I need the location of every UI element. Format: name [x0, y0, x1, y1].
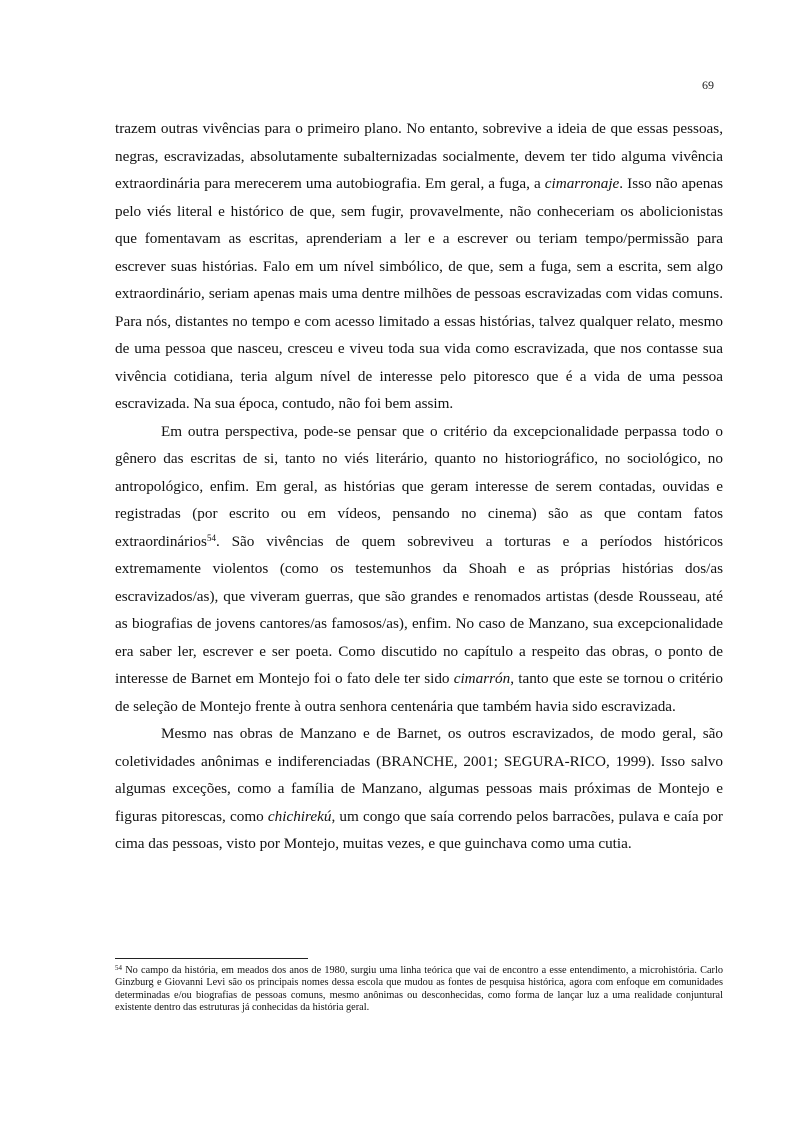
paragraph-1	[115, 115, 723, 418]
paragraph-2	[115, 418, 723, 721]
paragraph-2-text-a: Em outra perspectiva, pode-se pensar que o critério da excepcionalidade perpassa todo o gênero das escritas de si, tanto no viés literário, quanto no historiográfico, no sociológico, no antropológico, enfim. Em geral, as histórias que geram interesse de serem contadas, ouvidas e registradas (por escrito ou em vídeos, pensando no cinema) são as que contam fatos extraordinários	[115, 422, 723, 550]
footnote-text: No campo da história, em meados dos anos de 1980, surgiu uma linha teórica que vai de encontro a esse entendimento, a microhistória. Carlo Ginzburg e Giovanni Levi são os principais nomes dessa escola que mudou as fontes de pesquisa histórica, agora com enfoque em comunidades determinadas e/ou biografias de pessoas comuns, mesmo anônimas ou desconhecidas, como forma de lançar luz a uma realidade conjuntural existente dentro das estruturas já conhecidas da história geral.	[115, 965, 723, 1013]
paragraph-3	[115, 720, 723, 858]
paragraph-3-text-b: , um congo que saía correndo pelos barracões, pulava e caía por cima das pessoas, visto por Montejo, muitas vezes, e que guinchava como uma cutia.	[115, 807, 723, 852]
paragraph-1-text-b: . Isso não apenas pelo viés literal e histórico de que, sem fugir, provavelmente, não conheceriam os abolicionistas que fomentavam as escritas, aprenderiam a ler e a escrever ou teriam tempo/permissão para escrever suas histórias. Falo em um nível simbólico, de que, sem a fuga, sem a escrita, sem algo extraordinário, seriam apenas mais uma dentre milhões de pessoas escravizadas com vidas comuns. Para nós, distantes no tempo e com acesso limitado a essas histórias, talvez qualquer relato, mesmo de uma pessoa que nasceu, cresceu e viveu toda sua vida como escravizada, que nos contasse sua vivência cotidiana, teria algum nível de interesse pelo pitoresco que é a vida de uma pessoa escravizada. Na sua época, contudo, não foi bem assim.	[115, 175, 723, 412]
paragraph-2-italic-term: cimarrón	[453, 670, 511, 687]
paragraph-3-italic-term: chichirekú	[267, 807, 332, 825]
footnote-reference[interactable]: 54	[206, 532, 216, 543]
paragraph-1-text-a: trazem outras vivências para o primeiro plano. No entanto, sobrevive a ideia de que essas pessoas, negras, escravizadas, absolutamente subalternizadas socialmente, devem ter tido alguma vivência extraordinária para merecerem uma autobiografia. Em geral, a fuga, a	[115, 120, 723, 192]
body-text	[115, 115, 723, 858]
paragraph-3-text-a: Mesmo nas obras de Manzano e de Barnet, os outros escravizados, de modo geral, são coletividades anônimas e indiferenciadas (BRANCHE, 2001; SEGURA-RICO, 1999). Isso salvo algumas exceções, como a família de Manzano, algumas pessoas mais próximas de Montejo e figuras pitorescas, como	[115, 725, 723, 825]
paragraph-2-text-c: , tanto que este se tornou o critério de seleção de Montejo frente à outra senhora centenária que também havia sido escravizada.	[115, 670, 723, 715]
footnote-number: 54	[115, 964, 122, 972]
footnote	[115, 965, 723, 1014]
footnote-divider	[115, 958, 308, 959]
paragraph-1-italic-term: cimarronaje	[544, 175, 620, 192]
paragraph-2-text-b: . São vivências de quem sobreviveu a torturas e a períodos históricos extremamente violentos (como os testemunhos da Shoah e as próprias histórias dos/as escravizados/as), que viveram guerras, que são grandes e renomados artistas (desde Rousseau, até as biografias de jovens cantores/as famosos/as), enfim. No caso de Manzano, sua excepcionalidade era saber ler, escrever e ser poeta. Como discutido no capítulo a respeito das obras, o ponto de interesse de Barnet em Montejo foi o fato dele ter sido	[115, 532, 723, 687]
page-number: 69	[702, 78, 714, 92]
